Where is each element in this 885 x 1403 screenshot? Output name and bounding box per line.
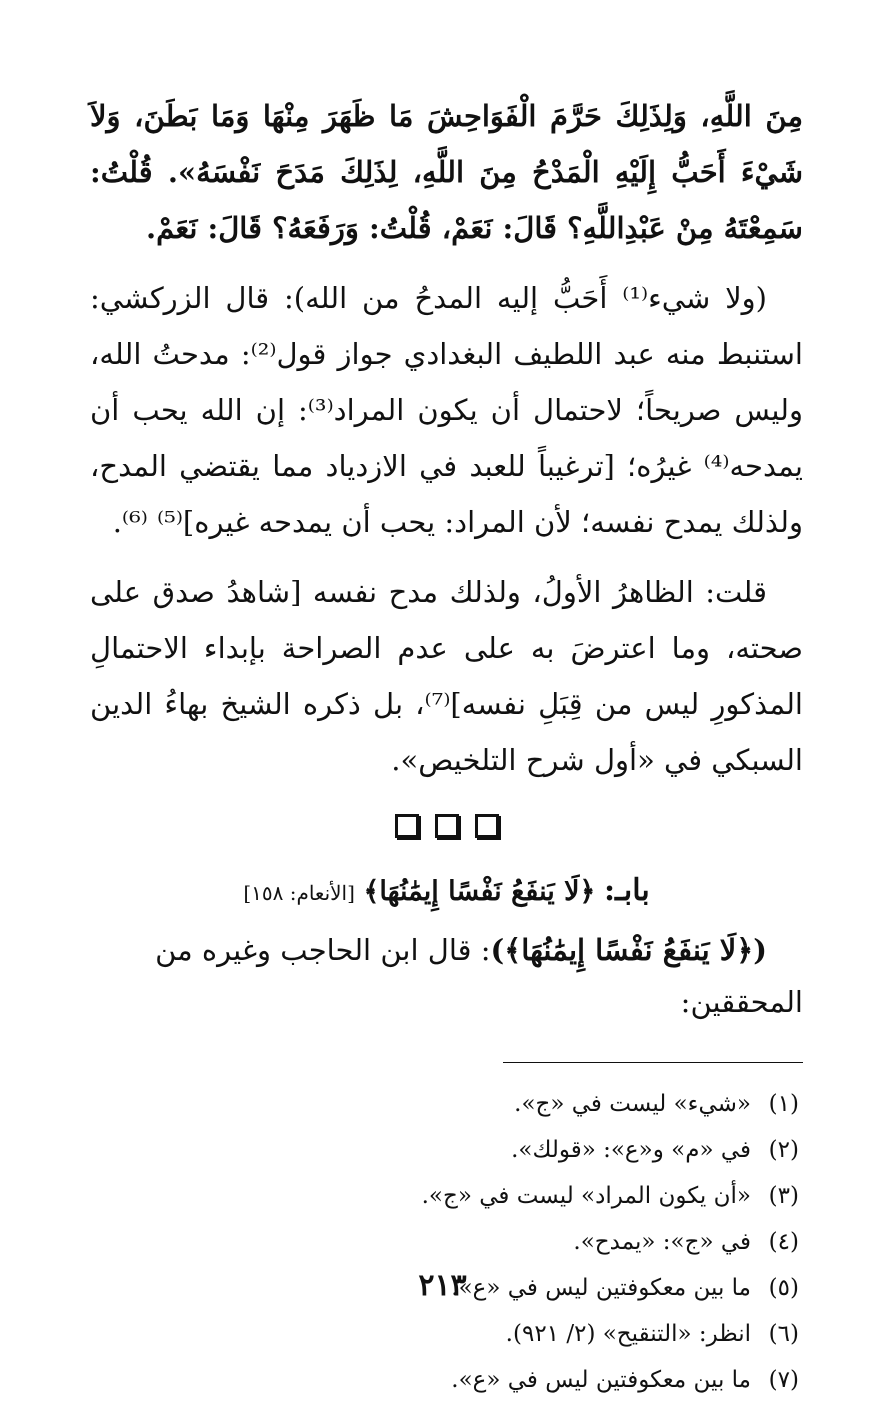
section-verse-reference: [الأنعام: ١٥٨]: [243, 881, 355, 905]
page-number: ٢١٣: [418, 1268, 467, 1303]
section-quran-verse: ﴿لَا يَنفَعُ نَفْسًا إِيمَٰنُهَا﴾: [363, 876, 596, 907]
footnote-text: في «ج»: «يمدح».: [573, 1229, 751, 1255]
footnote-text: «شيء» ليست في «ج».: [514, 1091, 751, 1117]
footnote-text: في «م» و«ع»: «قولك».: [511, 1137, 751, 1163]
commentary-paragraph-1: (ولا شيء⁽¹⁾ أَحَبُّ إليه المدحُ من الله): قال الزركشي: استنبط منه عبد اللطيف البغدادي جواز قول⁽²⁾: مدحتُ الله، وليس صريحاً؛ لاحتمال أن يكون المراد⁽³⁾: إن الله يحب أن يمدحه⁽⁴⁾ غيرُه؛ [ترغيباً للعبد في الازدياد مما يقتضي المدح، ولذلك يمدح نفسه؛ لأن المراد: يحب أن يمدحه غيره]⁽⁵⁾ ⁽⁶⁾.: [90, 281, 803, 539]
section-heading: [90, 866, 803, 918]
footnote-item: [90, 1127, 803, 1173]
footnote-item: [90, 1081, 803, 1127]
square-ornament-icon: [435, 814, 459, 838]
book-page: [90, 88, 803, 1393]
footnote-item: [90, 1357, 803, 1403]
footnote-item: [90, 1173, 803, 1219]
footnote-number: (٤): [768, 1229, 799, 1255]
square-ornament-icon: [475, 814, 499, 838]
bab-label: بابـ:: [603, 873, 650, 908]
footnote-divider: [503, 1062, 803, 1063]
lead-quran-verse: (﴿لَا يَنفَعُ نَفْسًا إِيمَٰنُهَا﴾): [490, 933, 767, 967]
square-ornament-icon: [395, 814, 419, 838]
footnote-text: ما بين معكوفتين ليس في «ع».: [451, 1275, 751, 1301]
footnote-text: «أن يكون المراد» ليست في «ج».: [421, 1183, 751, 1209]
commentary-paragraph-2: قلت: الظاهرُ الأولُ، ولذلك مدح نفسه [شاهدُ صدق على صحته، وما اعترضَ به على عدم الصراحة بإبداء الاحتمالِ المذكورِ ليس من قِبَلِ نفسه]⁽⁷⁾، بل ذكره الشيخ بهاءُ الدين السبكي في «أول شرح التلخيص».: [90, 575, 803, 777]
footnote-item: [90, 1311, 803, 1357]
footnote-number: (٢): [768, 1137, 799, 1163]
lead-text: : قال ابن الحاجب وغيره من المحققين:: [155, 933, 803, 1019]
footnote-number: (٥): [768, 1275, 799, 1301]
footnotes-list: [90, 1081, 803, 1403]
footnote-item: [90, 1219, 803, 1265]
footnote-number: (١): [768, 1091, 799, 1117]
footnote-number: (٦): [768, 1321, 799, 1347]
footnote-text: انظر: «التنقيح» (٢/ ٩٢١).: [505, 1321, 751, 1347]
hadith-paragraph: مِنَ اللَّهِ، وَلِذَلِكَ حَرَّمَ الْفَوَاحِشَ مَا ظَهَرَ مِنْهَا وَمَا بَطَنَ، وَلاَ شَيْءَ أَحَبُّ إِلَيْهِ الْمَدْحُ مِنَ اللَّهِ، لِذَلِكَ مَدَحَ نَفْسَهُ». قُلْتُ: سَمِعْتَهُ مِنْ عَبْدِاللَّهِ؟ قَالَ: نَعَمْ، قُلْتُ: وَرَفَعَهُ؟ قَالَ: نَعَمْ.: [90, 99, 803, 245]
footnote-text: ما بين معكوفتين ليس في «ع».: [451, 1367, 751, 1393]
section-separator: [90, 814, 803, 848]
footnote-number: (٧): [768, 1367, 799, 1393]
footnote-number: (٣): [768, 1183, 799, 1209]
lead-line: [90, 924, 803, 1028]
